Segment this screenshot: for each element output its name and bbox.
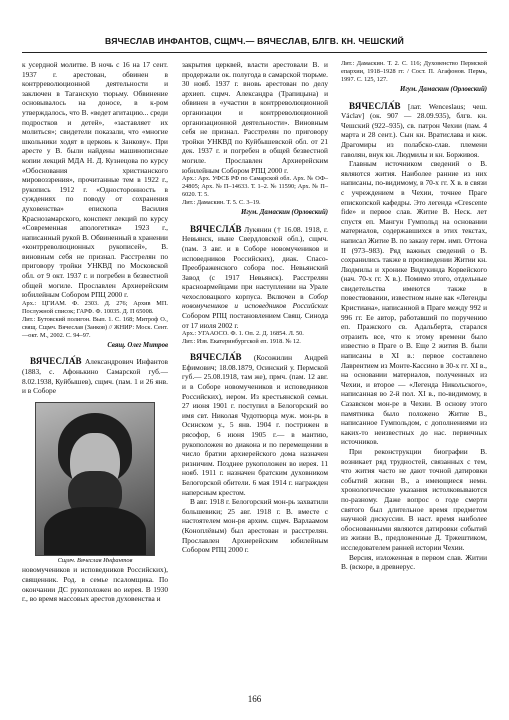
entry-text: Александрович Инфантов (1883, с. Афонькино Самарской губ.— 8.02.1938, Куйбышев), сщмч. (пам. 1 и 26 янв. и в Соборе [22,357,168,396]
paragraph: В авг. 1918 г. Белогорский мон-рь захватили большевики; 25 авг. 1918 г. В. вместе с настоятелем мон-ря архим. сщмч. Варлаамом (Коноплёвым) был арестован и расстрелян. Прославлен Архиерейским юбилейным Собором РПЦ 2000 г. [182,497,328,555]
entry-infantov [22,357,168,395]
column-3 [341,60,487,572]
archive-sources: Арх.: УГААОСО. Ф. 1. Оп. 2. Д. 16854. Л. 50. [182,330,304,338]
entry-text: (Косожилин Андрей Ефимович; 18.08.1879, Осинский у. Пермской губ.— 25.08.1918, там же), прмч. (пам. 12 авг. и в Соборе новомучеников и исповедников Российских), иером. Из крестьянской семьи. 27 июня 1901 г. поступил в Белогорский во имя свт. Николая Чудотворца муж. мон-рь в Осинском у., 5 янв. 1904 г. пострижен в рясофор, 6 июня 1905 г.— в мантию, рукоположен во диакона и по перемещении в число братии архиерейского дома назначен ризничим. Позднее рукоположен во иерея. 11 нояб. 1911 г. назначен братским духовником Белогорской обители. 6 мая 1914 г. награжден наперсным крестом. [182,353,328,497]
entry-headword: ВЯЧЕСЛА́В [30,356,82,367]
paragraph: Главным источником сведений о В. являются жития. Наиболее ранние из них написаны, по-видимому, в 70-х гг. X в. в связи с учреждением в Чехии, точнее Праге епископской кафедры. Это легенда «Crescente fide» и первое слав. Житие В. Неск. лет спустя еп. Мангун Гумпольд на основании материалов, содержавшихся в этих текстах, написал Житие В. по заказу герм. имп. Оттона II (973–983). Ряд важных сведений о В. сохранились также в произведении Житии кн. Людмилы и хронике Видукинда Корвейского (нач. 70-х гг. X в.). Помимо этого, отдельные свидетельства имеются также в повествовании, известном ныне как «Легенды Кристиана», написанной в Праге между 992 и 996 гг. Ее автор, работавший по поручению еп. Пражского св. Адальберта, старался отразить все, что к этому времени было известно в Праге о В. Еще 2 жития В. были написаны в XI в.: первое составлено Лаврентием из Монте-Кассино в 30-х гг. XI в., на основании материалов, полученных из Чехии, и второе — «Легенда Никольского», написанная во 2-й пол. XI в., по-видимому, в Сазавском мон-ре в Чехии. В основу этого памятника было положено Житие В., написанное Гумпольдом, с дополнениями из каких-то неизвестных до нас. первичных источников. [341,159,487,447]
column-1 [22,60,168,604]
paragraph: При реконструкции биографии В. возникает ряд трудностей, связанных с тем, что жития часто не дают точной датировки событий жизни В., а имеющиеся немн. хронологические указания истолковываются по-разному. Даже вопрос о годе смерти святого был длительное время предметом научной дискуссии. В наст. время наиболее обоснованными являются датировки событий из жизни В., предложенные Д. Тржештиком, исследователем ранней истории Чехии. [341,446,487,552]
page-number: 166 [247,694,262,704]
entry-headword: ВЯЧЕСЛА́В [190,223,242,234]
entry-lukyanin [182,225,328,331]
paragraph: закрытия церквей, власти арестовали В. и продержали ок. полугода в самарской тюрьме. 30 нояб. 1937 г. вновь арестован по делу архиеп. сщмч. Александра (Трапицына) и обвинен в «участии в контрреволюционной организации и контрреволюционной организационной деятельности». Виновным себя не признал. Расстрелян по приговору тройки УНКВД по Куйбышевской обл. от 21 дек. 1937 г. и погребен в общей безвестной могиле. Прославлен Архиерейским юбилейным Собором РПЦ 2000 г. [182,60,328,175]
paragraph: Версия, изложенная в первом слав. Житии В. (вскоре, в древнерус. [341,552,487,572]
paragraph: новомучеников и исповедников Российских), священник. Род. в семье псаломщика. По окончании ДС рукоположен во иерея. В 1930 г., во время массовых арестов духовенства и [22,565,168,604]
running-header: ВЯЧЕСЛАВ ИНФАНТОВ, СЩМЧ.— ВЯЧЕСЛАВ, БЛГВ. КН. ЧЕШСКИЙ [22,30,487,53]
article-author: Свящ. Олег Митров [107,341,168,349]
entry-wenceslaus [341,102,487,160]
archive-sources: Арх.: ЦГИАМ. Ф. 2303. Д. 276; Архив МП. Послужной список; ГАРФ. Ф. 10035. Д. П 65008. [22,299,168,315]
literature: Лит.: Дамаскин. Т. 5. С. 3–19. [182,199,261,207]
article-author: Игум. Дамаскин (Орловский) [241,209,328,217]
paragraph: к усердной молитве. В ночь с 16 на 17 сент. 1937 г. арестован, обвинен в контрреволюционной деятельности и заключен в Таганскую тюрьму. Обвинение основывалось на доносе, в к-ром утверждалось, что В. «ведет агитацию... среди подростков и детей», «заставляет их молиться»; свидетели показали, что «многие школьники ходят в церковь к Занкову». При аресте у В. были найдены машинописные копии лекций МДА Н. Д. Кузнецова по курсу «Обоснования христианского мировоззрения», прочитанные тем в 1922 г., рукопись 1912 г. «Односторонность в суждениях по поводу от сохранения духовенства» епископа Василия Краснозамарского, конспект лекций по курсу «Современная апологетика» 1923 г., написанный рукой В. Обвиненный в хранении «контрреволюционных рукописей», В. виновным себя не признал. Расстрелян по приговору тройки УНКВД по Московской обл. от 9 окт. 1937 г. и погребен в безвестной общей могиле. Прославлен Архиерейским юбилейным Собором РПЦ 2000 г. [22,60,168,300]
literature: Лит.: Дамаскин. Т. 2. С. 116; Духовенство Пермской епархии, 1918–1928 гг. / Сост. П. Агафонов. Пермь, 1997. С. 125, 127. [341,60,487,83]
archive-sources: Арх.: Арх. УФСБ РФ по Самарской обл. Арх. № ОФ–24805; Арх. № П–14633. Т. 1–2. № 11590; Арх. № П–6020. Т. 5. [182,175,328,199]
photo-caption: Сщмч. Вячеслав Инфантов [57,556,133,564]
entry-kosozhilin [182,353,328,497]
literature: Лит.: Бутовский полигон. Вып. 1. С. 168; Митроф О., свящ. Сщмч. Вячеслав (Занков) // ЖНИР: Моск. Сент.—окт. М., 2002. С. 94–97. [22,315,168,339]
entry-headword: ВЯЧЕСЛА́В [190,352,242,363]
portrait-photo [35,402,155,556]
literature: Лит.: Изв. Екатеринбургской еп. 1918. № 12. [182,338,301,346]
entry-text-tail: Собором РПЦ постановлением Свящ. Синода от 17 июля 2002 г. [182,311,328,330]
entry-text: Лукянин († 16.08. 1918, г. Невьянск, ныне Свердловской обл.), сщмч. (пам. 3 авг. и в Соборе новомучеников и исповедников Российских), диак. Спасо-Преображенского собора пос. Невьянский Завод (с 1917 Невьянск). Расстрелян красноармейцами при наступлении на Урале чехословацкого корпуса. Включен в [182,224,328,301]
article-author: Игум. Дамаскин (Орловский) [400,86,487,93]
entry-text: [лат. Wenceslaus; чеш. Václav] (ок. 907 — 28.09.935), блгв. кн. Чешский (922–935), св. патрон Чехии (пам. 4 марта и 28 сент.). Сын кн. Вратислава и кнж. Драгомиры из полабско-слав. племени гаволян, внук кн. Людмилы и кн. Борживоя. [341,101,487,159]
column-2 [182,60,328,555]
entry-headword: ВЯЧЕСЛА́В [349,100,401,111]
entry-italic: Собор новомучеников и исповедников Российских [182,291,328,311]
